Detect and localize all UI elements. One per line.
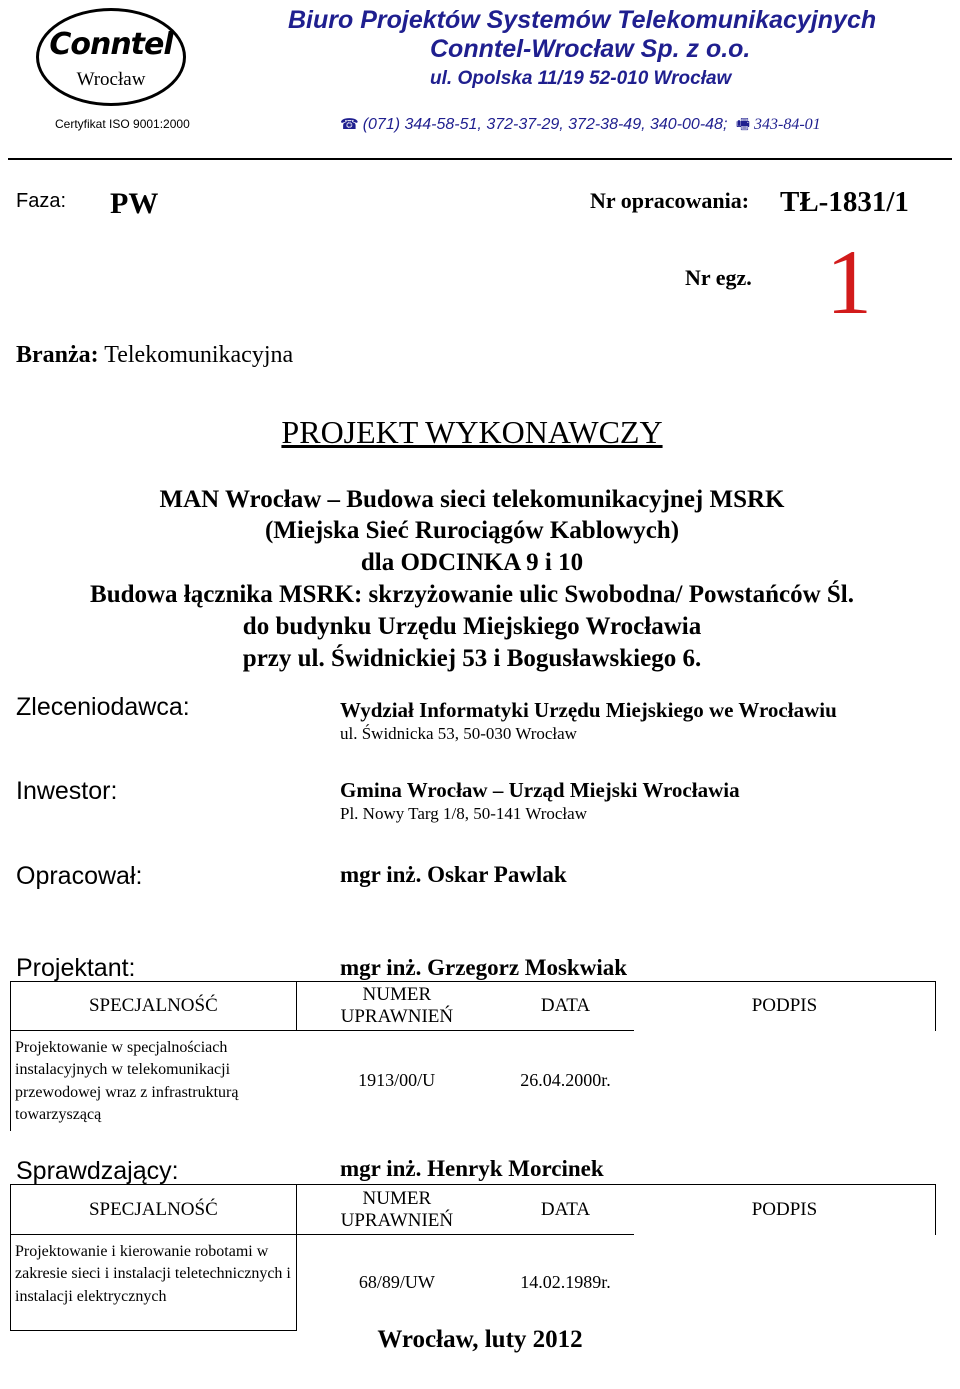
sprawdzajacy-data: 14.02.1989r. bbox=[520, 1272, 611, 1293]
zleceniodawca-label: Zleceniodawca: bbox=[16, 693, 190, 721]
nr-egz-value: 1 bbox=[826, 231, 872, 333]
zleceniodawca-name: Wydział Informatyki Urzędu Miejskiego we Wrocławiu bbox=[340, 698, 837, 722]
project-line-6: przy ul. Świdnickiej 53 i Bogusławskiego 6. bbox=[242, 645, 702, 672]
projektant-label: Projektant: bbox=[16, 954, 136, 982]
branza-line bbox=[16, 342, 293, 369]
place-and-date: Wrocław, luty 2012 bbox=[377, 1326, 583, 1353]
logo-city: Wrocław bbox=[76, 69, 146, 90]
sprawdzajacy-person: mgr inż. Henryk Morcinek bbox=[340, 1156, 604, 1181]
opracowal-label: Opracował: bbox=[16, 862, 143, 890]
sprawdzajacy-podpis bbox=[634, 1235, 936, 1331]
projektant-person: mgr inż. Grzegorz Moskwiak bbox=[340, 955, 628, 980]
logo-name: Conntel bbox=[49, 27, 173, 62]
col-numer-line2: UPRAWNIEŃ bbox=[340, 1209, 454, 1231]
inwestor-address: Pl. Nowy Targ 1/8, 50-141 Wrocław bbox=[340, 804, 587, 823]
projektant-specialty: Projektowanie w specjalnościach instalacyjnych w telekomunikacji przewodowej wraz z infrastrukturą towarzyszącą bbox=[11, 1031, 297, 1131]
col-numer-uprawnien bbox=[296, 982, 497, 1031]
project-title: PROJEKT WYKONAWCZY bbox=[281, 414, 663, 450]
projektant-podpis bbox=[634, 1031, 936, 1131]
iso-certificate: Certyfikat ISO 9001:2000 bbox=[55, 117, 190, 131]
nr-opracowania-label: Nr opracowania: bbox=[590, 188, 750, 213]
fax-icon: 🖷 bbox=[735, 116, 751, 133]
phone-numbers: (071) 344-58-51, 372-37-29, 372-38-49, 340-00-48; bbox=[362, 116, 728, 133]
faza-label: Faza: bbox=[16, 190, 67, 212]
branza-value: Telekomunikacyjna bbox=[104, 342, 294, 368]
col-data: DATA bbox=[497, 982, 634, 1031]
inwestor-label: Inwestor: bbox=[16, 777, 118, 805]
col-data: DATA bbox=[497, 1185, 634, 1235]
company-name-line2: Conntel-Wrocław Sp. z o.o. bbox=[430, 35, 751, 63]
sprawdzajacy-specialty: Projektowanie i kierowanie robotami w zakresie sieci i instalacji teletechnicznych i instalacji elektrycznych bbox=[11, 1235, 297, 1331]
project-line-3: dla ODCINKA 9 i 10 bbox=[360, 549, 584, 576]
projektant-table bbox=[10, 981, 936, 1131]
col-numer-line1: NUMER bbox=[362, 1187, 432, 1209]
telephone-icon: ☎ bbox=[340, 116, 359, 133]
company-name-line1: Biuro Projektów Systemów Telekomunikacyjnych bbox=[288, 6, 877, 34]
project-line-5: do budynku Urzędu Miejskiego Wrocławia bbox=[242, 613, 702, 640]
project-line-1: MAN Wrocław – Budowa sieci telekomunikacyjnej MSRK bbox=[159, 486, 785, 513]
nr-egz-label: Nr egz. bbox=[685, 265, 752, 290]
project-line-2: (Miejska Sieć Rurociągów Kablowych) bbox=[264, 517, 680, 544]
faza-value: PW bbox=[110, 187, 159, 220]
company-address: ul. Opolska 11/19 52-010 Wrocław bbox=[430, 68, 732, 89]
sprawdzajacy-numer: 68/89/UW bbox=[358, 1272, 435, 1293]
company-contact bbox=[340, 114, 821, 139]
sprawdzajacy-table bbox=[10, 1184, 936, 1331]
projektant-data: 26.04.2000r. bbox=[520, 1070, 611, 1091]
branza-label: Branża: bbox=[16, 342, 99, 368]
company-logo bbox=[36, 8, 186, 106]
fax-number: 343-84-01 bbox=[754, 116, 821, 133]
col-numer-line2: UPRAWNIEŃ bbox=[340, 1006, 454, 1027]
col-podpis: PODPIS bbox=[634, 982, 936, 1031]
project-line-4: Budowa łącznika MSRK: skrzyżowanie ulic Swobodna/ Powstańców Śl. bbox=[90, 581, 854, 608]
zleceniodawca-address: ul. Świdnicka 53, 50-030 Wrocław bbox=[340, 724, 577, 743]
col-numer-line1: NUMER bbox=[362, 984, 432, 1005]
inwestor-name: Gmina Wrocław – Urząd Miejski Wrocławia bbox=[340, 778, 740, 802]
col-numer-uprawnien bbox=[296, 1185, 497, 1235]
col-specjalnosc: SPECJALNOŚĆ bbox=[11, 982, 297, 1031]
sprawdzajacy-label: Sprawdzający: bbox=[16, 1157, 179, 1185]
col-specjalnosc: SPECJALNOŚĆ bbox=[11, 1185, 297, 1235]
header-divider bbox=[8, 158, 952, 160]
opracowal-name: mgr inż. Oskar Pawlak bbox=[340, 862, 567, 887]
col-podpis: PODPIS bbox=[634, 1185, 936, 1235]
projektant-numer: 1913/00/U bbox=[358, 1070, 436, 1091]
nr-opracowania-value: TŁ-1831/1 bbox=[780, 186, 909, 218]
